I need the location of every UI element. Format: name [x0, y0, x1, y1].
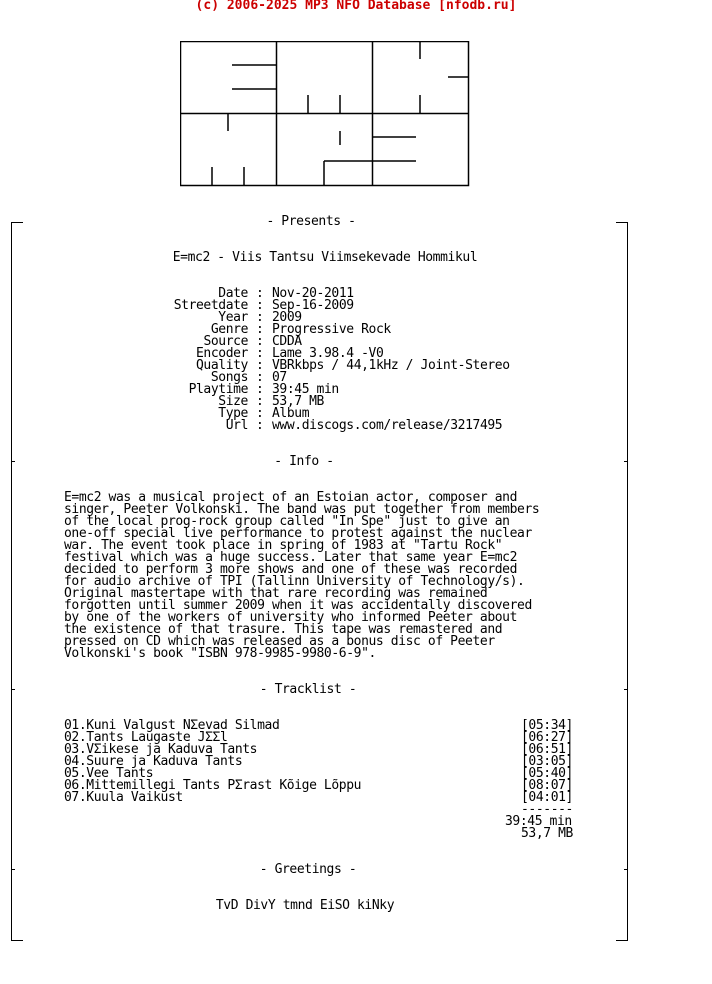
detail-label: Quality — [196, 358, 248, 373]
info-line: E=mc2 was a musical project of an Estoian actor, composer and — [64, 490, 518, 505]
track-title: 06.Mittemillegi Tants PΣrast Kõige Lõppu — [64, 778, 362, 793]
frame-right-tick-tracklist — [624, 689, 628, 690]
detail-label: Size — [218, 394, 248, 409]
detail-value: 39:45 min — [272, 382, 339, 397]
track-time: [08:07] — [521, 778, 573, 793]
detail-separator: : — [256, 334, 264, 349]
copyright-banner: (c) 2006-2025 MP3 NFO Database [nfodb.ru] — [195, 0, 517, 13]
album-title: E=mc2 - Viis Tantsu Viimsekevade Hommikul — [172, 250, 478, 265]
greetings-text: TvD DivY tmnd EiSO kiNky — [215, 898, 395, 913]
info-line: war. The event took place in spring of 1983 at "Tartu Rock" — [64, 538, 503, 553]
detail-value: VBRkbps / 44,1kHz / Joint-Stereo — [272, 358, 510, 373]
detail-row — [0, 420, 712, 432]
track-title: 05.Vee Tants — [64, 766, 154, 781]
info-line: of the local prog-rock group called "In Spe" just to give an — [64, 514, 510, 529]
detail-row — [0, 288, 712, 300]
presents-heading: - Presents - — [266, 214, 356, 229]
detail-separator: : — [256, 286, 264, 301]
detail-separator: : — [256, 370, 264, 385]
info-line: Original mastertape with that rare recording was remained — [64, 586, 488, 601]
detail-separator: : — [256, 346, 264, 361]
detail-value: CDDA — [272, 334, 302, 349]
detail-label: Streetdate — [173, 298, 248, 313]
total-size: 53,7 MB — [521, 826, 573, 841]
detail-value: Lame 3.98.4 -V0 — [272, 346, 384, 361]
emx-mp3-logo-icon — [180, 41, 470, 187]
detail-row — [0, 396, 712, 408]
detail-label: Source — [203, 334, 248, 349]
track-time: [05:34] — [521, 718, 573, 733]
frame-left-bottom-tick — [11, 940, 23, 941]
info-heading: - Info - — [274, 454, 334, 469]
detail-value: Album — [272, 406, 310, 421]
greetings-heading: - Greetings - — [259, 862, 357, 877]
detail-separator: : — [256, 382, 264, 397]
info-line: the existence of that trasure. This tape was remastered and — [64, 622, 503, 637]
detail-row — [0, 372, 712, 384]
detail-row — [0, 300, 712, 312]
detail-value: 07 — [272, 370, 287, 385]
detail-separator: : — [256, 406, 264, 421]
track-title: 02.Tants Laugaste JΣΣl — [64, 730, 228, 745]
detail-label: Songs — [210, 370, 248, 385]
detail-value: 2009 — [272, 310, 302, 325]
track-time: [05:40] — [521, 766, 573, 781]
info-line: for audio archive of TPI (Tallinn University of Technology/s). — [64, 574, 525, 589]
track-title: 01.Kuni Valgust NΣevad Silmad — [64, 718, 280, 733]
detail-separator: : — [256, 298, 264, 313]
track-time: [04:01] — [521, 790, 573, 805]
detail-separator: : — [256, 418, 264, 433]
total-separator: ------- — [521, 802, 573, 817]
detail-row — [0, 360, 712, 372]
track-title: 07.Kuula Vaikust — [64, 790, 183, 805]
detail-label: Type — [218, 406, 248, 421]
detail-value: Sep-16-2009 — [272, 298, 354, 313]
track-title: 03.VΣikese ja Kaduva Tants — [64, 742, 258, 757]
info-line: pressed on CD which was released as a bonus disc of Peeter — [64, 634, 495, 649]
detail-separator: : — [256, 394, 264, 409]
frame-right-tick-info — [624, 461, 628, 462]
detail-separator: : — [256, 358, 264, 373]
detail-value: Progressive Rock — [272, 322, 391, 337]
detail-label: Genre — [210, 322, 248, 337]
detail-label: Encoder — [196, 346, 248, 361]
track-time: [03:05] — [521, 754, 573, 769]
info-line: Volkonski's book "ISBN 978-9985-9980-6-9". — [64, 646, 376, 661]
detail-label: Date — [218, 286, 248, 301]
detail-value: Nov-20-2011 — [272, 286, 354, 301]
info-line: forgotten until summer 2009 when it was accidentally discovered — [64, 598, 532, 613]
info-line: one-off special live performance to protest against the nuclear — [64, 526, 532, 541]
detail-label: Url — [225, 418, 248, 433]
detail-row — [0, 384, 712, 396]
tracklist-heading: - Tracklist - — [259, 682, 357, 697]
detail-value[interactable]: www.discogs.com/release/3217495 — [272, 418, 503, 433]
track-time: [06:27] — [521, 730, 573, 745]
total-time: 39:45 min — [505, 814, 572, 829]
track-title: 04.Suure ja Kaduva Tants — [64, 754, 243, 769]
detail-label: Year — [218, 310, 248, 325]
info-line: decided to perform 3 more shows and one of these was recorded — [64, 562, 518, 577]
info-line: festival which was a huge success. Later that same year E=mc2 — [64, 550, 518, 565]
detail-value: 53,7 MB — [272, 394, 324, 409]
detail-row — [0, 324, 712, 336]
frame-right-bottom-tick — [616, 940, 628, 941]
detail-label: Playtime — [188, 382, 248, 397]
detail-separator: : — [256, 310, 264, 325]
info-line: singer, Peeter Volkonski. The band was put together from members — [64, 502, 540, 517]
track-time: [06:51] — [521, 742, 573, 757]
info-line: by one of the workers of university who informed Peeter about — [64, 610, 518, 625]
frame-right-tick-greetings — [624, 869, 628, 870]
detail-separator: : — [256, 322, 264, 337]
